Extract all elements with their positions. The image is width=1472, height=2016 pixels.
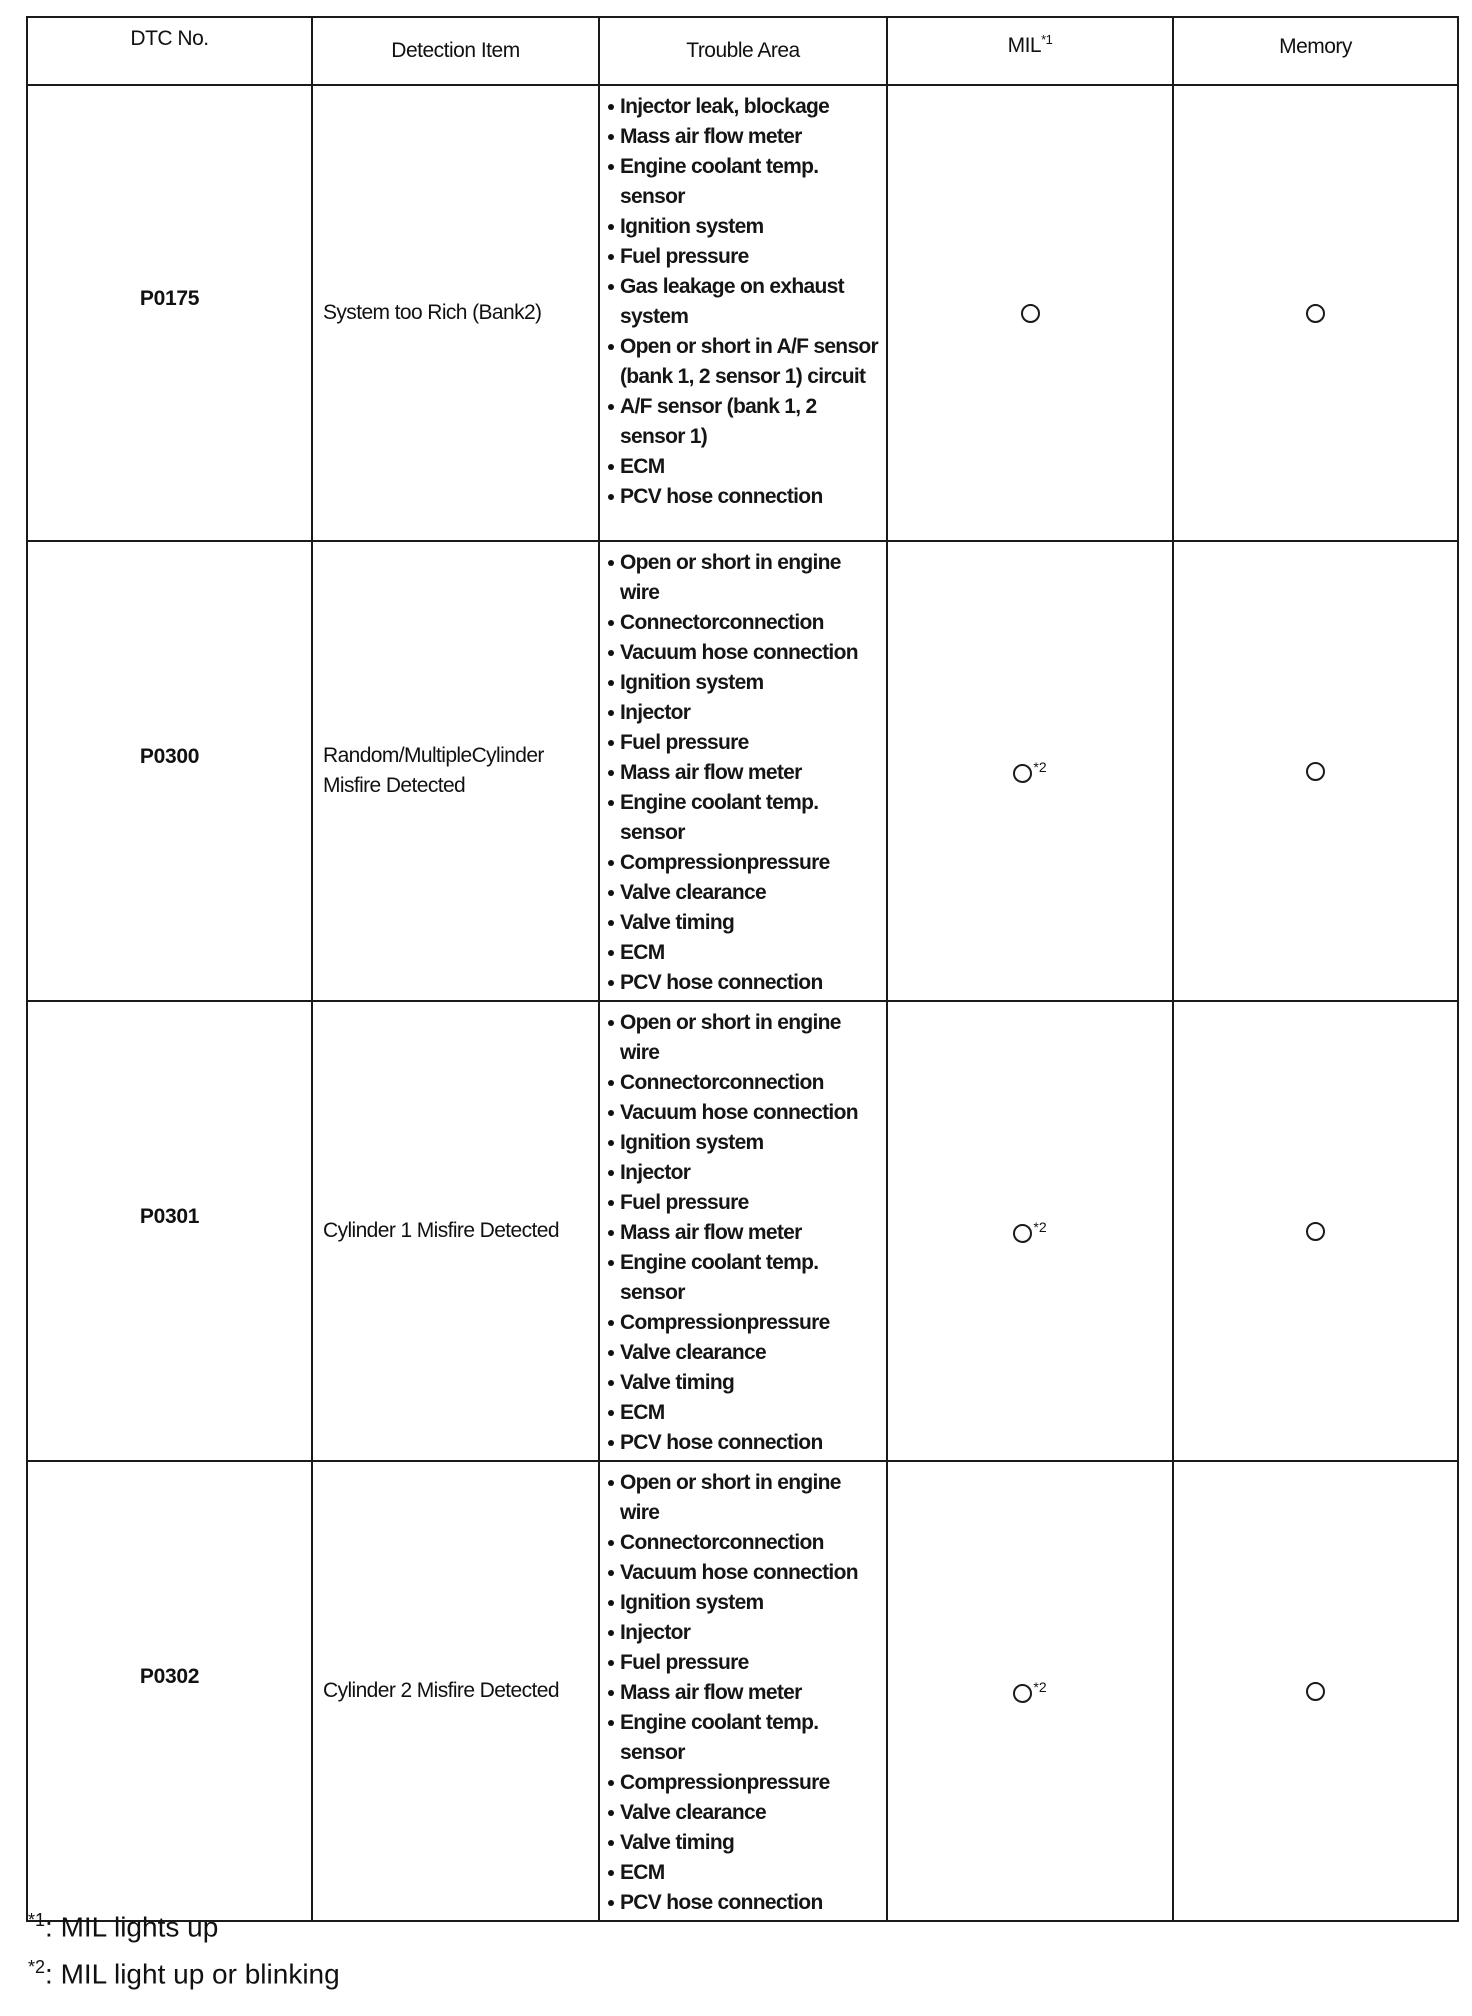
trouble-area-item: Open or short in engine wire: [606, 1008, 882, 1068]
trouble-area-cell: [599, 1001, 887, 1461]
mil-cell: [887, 1001, 1173, 1461]
trouble-area-item: Ignition system: [606, 1128, 882, 1158]
footnote-1-mark: *1: [28, 1910, 46, 1930]
trouble-area-item: Valve timing: [606, 1828, 882, 1858]
trouble-area-item: PCV hose connection: [606, 1888, 882, 1918]
trouble-area-item: Fuel pressure: [606, 1648, 882, 1678]
mil-cell: [887, 541, 1173, 1001]
footnote-1-text: : MIL lights up: [45, 1911, 219, 1943]
detection-item-cell: [312, 1001, 599, 1461]
trouble-area-item: Connectorconnection: [606, 608, 882, 638]
trouble-area-list: [606, 92, 882, 512]
trouble-area-item: PCV hose connection: [606, 1428, 882, 1458]
memory-cell: [1173, 1461, 1458, 1921]
trouble-area-item: Injector: [606, 1158, 882, 1188]
trouble-area-item: Fuel pressure: [606, 728, 882, 758]
trouble-area-item: Open or short in engine wire: [606, 1468, 882, 1528]
mil-footnote-mark: *2: [1033, 1218, 1047, 1235]
trouble-area-item: Engine coolant temp. sensor: [606, 788, 882, 848]
detection-item: Cylinder 1 Misfire Detected: [323, 1219, 559, 1242]
trouble-area-item: Vacuum hose connection: [606, 1098, 882, 1128]
trouble-area-list: [606, 548, 882, 998]
memory-circle-icon: [1306, 304, 1325, 323]
header-mil: MIL$^{*1}$: [887, 17, 1173, 85]
trouble-area-item: Fuel pressure: [606, 1188, 882, 1218]
header-memory: Memory: [1173, 17, 1458, 85]
detection-item-cell: [312, 541, 599, 1001]
trouble-area-item: Ignition system: [606, 212, 882, 242]
dtc-number-cell: [27, 1001, 312, 1461]
trouble-area-item: Open or short in A/F sensor (bank 1, 2 sensor 1) circuit: [606, 332, 882, 392]
trouble-area-item: Connectorconnection: [606, 1068, 882, 1098]
detection-item: Cylinder 2 Misfire Detected: [323, 1679, 559, 1702]
memory-cell: [1173, 541, 1458, 1001]
trouble-area-item: Mass air flow meter: [606, 1678, 882, 1708]
mil-footnote-mark: *2: [1033, 1678, 1047, 1695]
trouble-area-item: PCV hose connection: [606, 968, 882, 998]
detection-item-cell: [312, 1461, 599, 1921]
detection-item: System too Rich (Bank2): [323, 301, 542, 324]
mil-circle-icon: [1021, 304, 1040, 323]
dtc-number-cell: [27, 1461, 312, 1921]
trouble-area-item: Connectorconnection: [606, 1528, 882, 1558]
trouble-area-item: ECM: [606, 452, 882, 482]
memory-circle-icon: [1306, 762, 1325, 781]
trouble-area-list: [606, 1468, 882, 1918]
trouble-area-item: Engine coolant temp. sensor: [606, 1708, 882, 1768]
trouble-area-item: Vacuum hose connection: [606, 1558, 882, 1588]
table-row: [27, 85, 1458, 541]
trouble-area-item: ECM: [606, 938, 882, 968]
trouble-area-item: Mass air flow meter: [606, 122, 882, 152]
trouble-area-cell: [599, 85, 887, 541]
mil-footnote-mark: *2: [1033, 758, 1047, 775]
trouble-area-cell: [599, 541, 887, 1001]
footnotes: [28, 1900, 340, 1995]
mil-cell: [887, 85, 1173, 541]
trouble-area-item: Valve clearance: [606, 878, 882, 908]
dtc-number-cell: [27, 85, 312, 541]
dtc-number-cell: [27, 541, 312, 1001]
trouble-area-item: Injector: [606, 698, 882, 728]
table-body: [27, 85, 1458, 1921]
trouble-area-item: Compressionpressure: [606, 1308, 882, 1338]
dtc-number: P0175: [139, 287, 200, 310]
trouble-area-item: Ignition system: [606, 1588, 882, 1618]
footnote-1: [28, 1900, 340, 1947]
mil-circle-icon: [1013, 764, 1032, 783]
header-detection-item: Detection Item: [312, 17, 599, 85]
trouble-area-item: ECM: [606, 1858, 882, 1888]
detection-item-cell: [312, 85, 599, 541]
trouble-area-item: Ignition system: [606, 668, 882, 698]
dtc-number: P0300: [139, 745, 200, 768]
trouble-area-item: Engine coolant temp. sensor: [606, 152, 882, 212]
mil-circle-icon: [1013, 1224, 1032, 1243]
memory-circle-icon: [1306, 1682, 1325, 1701]
header-mil-footnote-mark: *1: [1041, 32, 1053, 47]
mil-circle-icon: [1013, 1684, 1032, 1703]
memory-circle-icon: [1306, 1222, 1325, 1241]
header-dtc: DTC No.: [27, 17, 312, 85]
table-row: [27, 1001, 1458, 1461]
trouble-area-item: Gas leakage on exhaust system: [606, 272, 882, 332]
trouble-area-item: Mass air flow meter: [606, 1218, 882, 1248]
trouble-area-cell: [599, 1461, 887, 1921]
header-row: [27, 17, 1458, 85]
dtc-number: P0301: [139, 1205, 200, 1228]
footnote-2: [28, 1947, 340, 1994]
memory-cell: [1173, 1001, 1458, 1461]
trouble-area-item: Injector leak, blockage: [606, 92, 882, 122]
footnote-2-mark: *2: [28, 1957, 46, 1978]
footnote-2-text: : MIL light up or blinking: [45, 1958, 340, 1990]
dtc-table: [26, 16, 1459, 1922]
trouble-area-item: ECM: [606, 1398, 882, 1428]
trouble-area-item: Open or short in engine wire: [606, 548, 882, 608]
trouble-area-item: Valve timing: [606, 908, 882, 938]
mil-cell: [887, 1461, 1173, 1921]
table-row: [27, 541, 1458, 1001]
trouble-area-item: Vacuum hose connection: [606, 638, 882, 668]
dtc-number: P0302: [139, 1665, 200, 1688]
trouble-area-item: Compressionpressure: [606, 1768, 882, 1798]
trouble-area-item: Valve timing: [606, 1368, 882, 1398]
detection-item: Random/MultipleCylinder Misfire Detected: [323, 744, 544, 797]
trouble-area-item: Valve clearance: [606, 1338, 882, 1368]
trouble-area-item: Engine coolant temp. sensor: [606, 1248, 882, 1308]
trouble-area-item: Injector: [606, 1618, 882, 1648]
header-trouble-area: Trouble Area: [599, 17, 887, 85]
memory-cell: [1173, 85, 1458, 541]
table-row: [27, 1461, 1458, 1921]
trouble-area-item: Fuel pressure: [606, 242, 882, 272]
trouble-area-item: PCV hose connection: [606, 482, 882, 512]
trouble-area-item: Compressionpressure: [606, 848, 882, 878]
trouble-area-item: Mass air flow meter: [606, 758, 882, 788]
trouble-area-item: Valve clearance: [606, 1798, 882, 1828]
trouble-area-item: A/F sensor (bank 1, 2 sensor 1): [606, 392, 882, 452]
trouble-area-list: [606, 1008, 882, 1458]
